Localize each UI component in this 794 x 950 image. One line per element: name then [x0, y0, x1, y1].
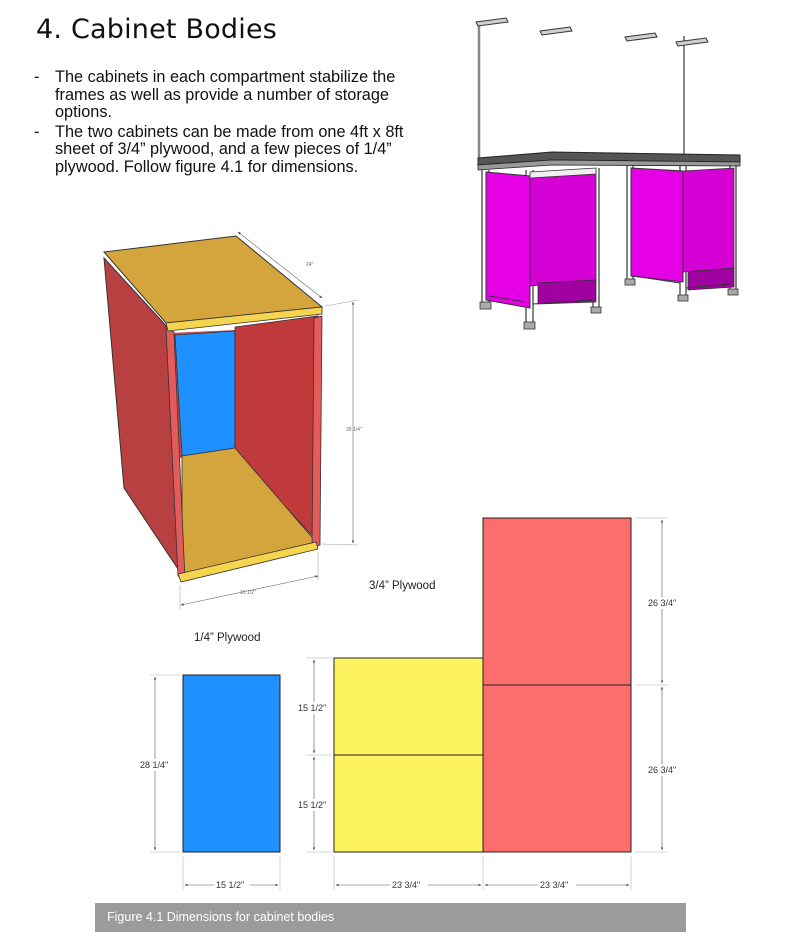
cabinet-back-panel — [175, 331, 235, 456]
left-cabinet — [486, 168, 596, 308]
dim-width: 15 1/2" — [240, 590, 256, 596]
figure-caption-bar — [95, 903, 686, 932]
dim-red-top-height: 26 3/4" — [648, 598, 677, 608]
bullet-text: The cabinets in each compartment stabilize the frames as well as provide a number of storage options. — [55, 68, 396, 121]
red-panel-bottom — [483, 685, 631, 852]
dim-blue-height: 28 1/4" — [140, 760, 169, 770]
dim-blue-width: 15 1/2" — [216, 880, 245, 890]
yellow-panel-top — [334, 658, 483, 755]
figure-caption: Figure 4.1 Dimensions for cabinet bodies — [107, 910, 335, 924]
dim-height: 28 1/4" — [346, 427, 362, 433]
red-panel-top — [483, 518, 631, 685]
three-quarter-plywood-label: 3/4” Plywood — [369, 580, 436, 592]
dim-yellow-top-height: 15 1/2" — [298, 703, 327, 713]
dim-red-width: 23 3/4" — [540, 880, 569, 890]
bullet-marker: - — [34, 122, 40, 141]
desk-render — [470, 10, 748, 329]
bullet-marker: - — [34, 68, 40, 86]
dim-depth: 24" — [306, 262, 314, 268]
dim-red-bottom-height: 26 3/4" — [648, 765, 677, 775]
right-cabinet — [631, 168, 734, 290]
blue-back-panel — [183, 675, 280, 852]
bullet-text: The two cabinets can be made from one 4ft x 8ft sheet of 3/4” plywood, and a few pieces of 1/4” plywood. Follow figure 4.1 for dimensions. — [55, 122, 404, 176]
dim-yellow-bottom-height: 15 1/2" — [298, 800, 327, 810]
yellow-panel-bottom — [334, 755, 483, 852]
section-title: 4. Cabinet Bodies — [36, 14, 278, 45]
cabinet-isometric — [104, 232, 362, 610]
quarter-plywood-label: 1/4” Plywood — [194, 632, 261, 644]
cut-layout — [138, 518, 682, 891]
dim-yellow-width: 23 3/4" — [392, 880, 421, 890]
